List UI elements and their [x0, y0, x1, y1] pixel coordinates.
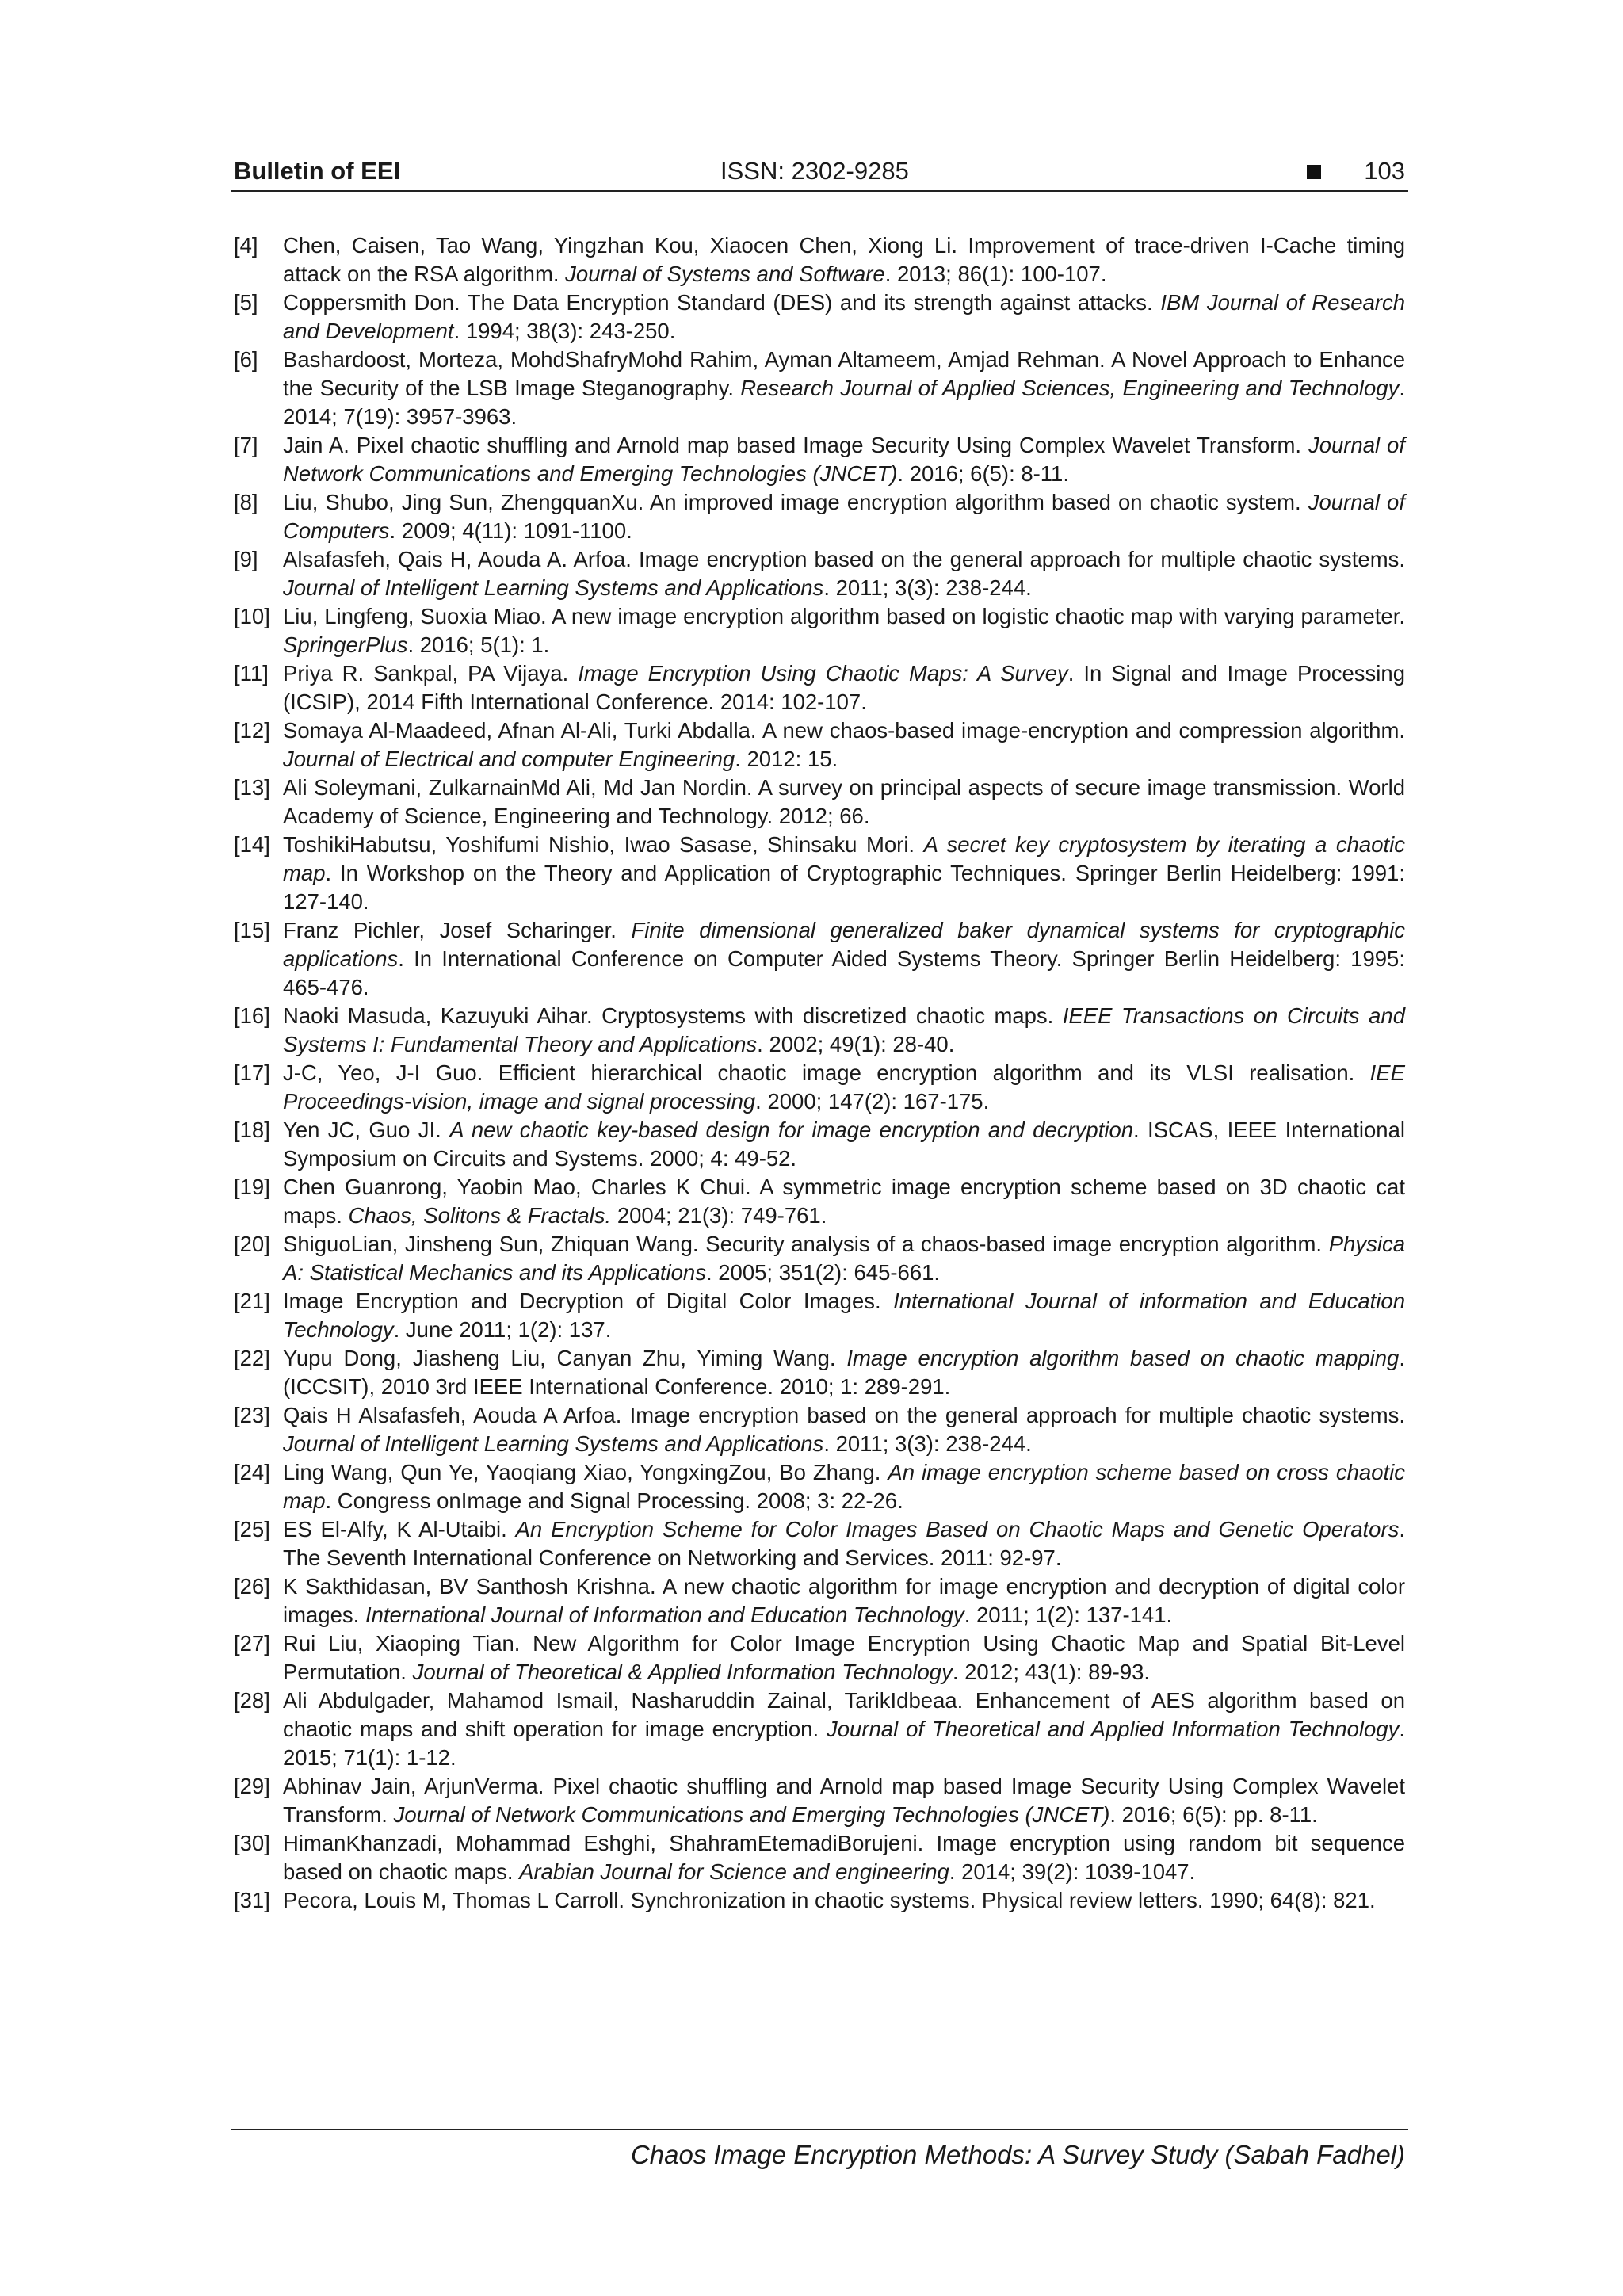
reference-text-run: . The Seventh International Conference on Networking and Services. 2011: 92-97.	[283, 1517, 1405, 1570]
reference-number: [30]	[234, 1831, 270, 1855]
reference-text	[283, 490, 1405, 543]
reference-item	[234, 716, 1405, 774]
reference-text	[283, 547, 1405, 600]
reference-text	[283, 918, 1405, 999]
reference-item	[234, 1230, 1405, 1287]
reference-number: [14]	[234, 832, 270, 857]
reference-number: [11]	[234, 661, 269, 686]
reference-text-run: HimanKhanzadi, Mohammad Eshghi, ShahramEtemadiBorujeni. Image encryption using random bit sequence based on chaotic maps.	[283, 1831, 1405, 1884]
reference-text	[283, 1346, 1405, 1399]
reference-source-italic: Journal of Theoretical & Applied Information Technology	[412, 1660, 953, 1684]
footer-title: Chaos Image Encryption Methods: A Survey Study (Sabah Fadhel)	[630, 2140, 1405, 2169]
reference-number: [10]	[234, 604, 270, 628]
reference-text-run: Chen, Caisen, Tao Wang, Yingzhan Kou, Xiaocen Chen, Xiong Li. Improvement of trace-driven I-Cache timing attack on the RSA algorithm.	[283, 233, 1405, 286]
reference-number: [4]	[234, 233, 258, 258]
reference-text-run: Alsafasfeh, Qais H, Aouda A. Arfoa. Image encryption based on the general approach for multiple chaotic systems.	[283, 547, 1405, 571]
reference-text-run: Image Encryption and Decryption of Digital Color Images.	[283, 1289, 894, 1313]
reference-number: [16]	[234, 1003, 270, 1028]
reference-text-run: Naoki Masuda, Kazuyuki Aihar. Cryptosystems with discretized chaotic maps.	[283, 1003, 1063, 1028]
reference-text-run: Abhinav Jain, ArjunVerma. Pixel chaotic shuffling and Arnold map based Image Security Using Complex Wavelet Transform.	[283, 1774, 1405, 1827]
reference-item	[234, 1772, 1405, 1829]
page-number: 103	[1364, 157, 1405, 185]
reference-number: [29]	[234, 1774, 270, 1798]
reference-text-run: Liu, Lingfeng, Suoxia Miao. A new image encryption algorithm based on logistic chaotic map with varying parameter.	[283, 604, 1405, 628]
reference-text	[283, 1831, 1405, 1884]
reference-text-run: Yupu Dong, Jiasheng Liu, Canyan Zhu, Yiming Wang.	[283, 1346, 847, 1370]
journal-name: Bulletin of EEI	[234, 157, 401, 185]
reference-text-run: ES El-Alfy, K Al-Utaibi.	[283, 1517, 516, 1541]
reference-number: [8]	[234, 490, 258, 514]
reference-text	[283, 1517, 1405, 1570]
reference-text-run: . 2000; 147(2): 167-175.	[755, 1089, 990, 1114]
reference-source-italic: Chaos, Solitons & Fractals.	[348, 1203, 612, 1228]
reference-source-italic: Journal of Network Communications and Emerging Technologies (JNCET)	[283, 433, 1405, 486]
reference-text	[283, 1888, 1376, 1912]
reference-text	[283, 1232, 1405, 1285]
reference-text	[283, 347, 1405, 429]
reference-item	[234, 545, 1405, 602]
reference-text-run: Bashardoost, Morteza, MohdShafryMohd Rahim, Ayman Altameem, Amjad Rehman. A Novel Approach to Enhance the Security of the LSB Image Steganography.	[283, 347, 1405, 400]
reference-item	[234, 1572, 1405, 1629]
reference-source-italic: Journal of Theoretical and Applied Information Technology	[827, 1717, 1400, 1741]
reference-text-run: . 2016; 6(5): 8-11.	[897, 461, 1069, 486]
reference-text	[283, 718, 1405, 771]
reference-text-run: K Sakthidasan, BV Santhosh Krishna. A new chaotic algorithm for image encryption and decryption of digital color images.	[283, 1574, 1405, 1627]
reference-number: [9]	[234, 547, 258, 571]
reference-item	[234, 488, 1405, 545]
reference-source-italic: International Journal of Information and Education Technology	[365, 1603, 964, 1627]
reference-source-italic: A new chaotic key-based design for image encryption and decryption	[449, 1117, 1134, 1142]
reference-text-run: Qais H Alsafasfeh, Aouda A Arfoa. Image encryption based on the general approach for multiple chaotic systems.	[283, 1403, 1405, 1427]
reference-item	[234, 1515, 1405, 1572]
reference-text	[283, 1688, 1405, 1770]
reference-source-italic: Journal of Intelligent Learning Systems and Applications	[283, 1431, 824, 1456]
reference-item	[234, 231, 1405, 288]
reference-number: [20]	[234, 1232, 270, 1256]
reference-source-italic: An Encryption Scheme for Color Images Based on Chaotic Maps and Genetic Operators	[515, 1517, 1400, 1541]
reference-number: [12]	[234, 718, 270, 743]
reference-text	[283, 604, 1405, 657]
reference-number: [23]	[234, 1403, 270, 1427]
reference-number: [5]	[234, 290, 258, 315]
reference-text	[283, 233, 1405, 286]
reference-number: [26]	[234, 1574, 270, 1599]
reference-number: [7]	[234, 433, 258, 457]
reference-text-run: Chen Guanrong, Yaobin Mao, Charles K Chui. A symmetric image encryption scheme based on 3D chaotic cat maps.	[283, 1175, 1405, 1228]
reference-source-italic: A secret key cryptosystem by iterating a chaotic map	[283, 832, 1405, 885]
reference-text-run: . In International Conference on Computer Aided Systems Theory. Springer Berlin Heidelberg: 1995: 465-476.	[283, 946, 1405, 999]
reference-item	[234, 1059, 1405, 1116]
reference-text	[283, 1631, 1405, 1684]
reference-number: [22]	[234, 1346, 270, 1370]
reference-text	[283, 1403, 1405, 1456]
reference-number: [21]	[234, 1289, 270, 1313]
reference-source-italic: Journal of Intelligent Learning Systems and Applications	[283, 575, 824, 600]
reference-text-run: . 2015; 71(1): 1-12.	[283, 1717, 1405, 1770]
reference-item	[234, 659, 1405, 716]
reference-text-run: Yen JC, Guo JI.	[283, 1117, 450, 1142]
reference-text-run: ToshikiHabutsu, Yoshifumi Nishio, Iwao Sasase, Shinsaku Mori.	[283, 832, 924, 857]
reference-source-italic: SpringerPlus	[283, 632, 408, 657]
reference-source-italic: An image encryption scheme based on cross chaotic map	[283, 1460, 1405, 1513]
reference-text-run: . 2016; 6(5): pp. 8-11.	[1109, 1802, 1318, 1827]
reference-number: [15]	[234, 918, 270, 942]
reference-text-run: . 2005; 351(2): 645-661.	[705, 1260, 941, 1285]
reference-text-run: Pecora, Louis M, Thomas L Carroll. Synchronization in chaotic systems. Physical review letters. 1990; 64(8): 821.	[283, 1888, 1376, 1912]
reference-text-run: Ali Soleymani, ZulkarnainMd Ali, Md Jan Nordin. A survey on principal aspects of secure image transmission. World Academy of Science, Engineering and Technology. 2012; 66.	[283, 775, 1405, 828]
reference-source-italic: Physica A: Statistical Mechanics and its Applications	[283, 1232, 1405, 1285]
reference-source-italic: Journal of Computers	[283, 490, 1405, 543]
reference-text-run: . 2014; 39(2): 1039-1047.	[949, 1859, 1196, 1884]
reference-text	[283, 1175, 1405, 1228]
reference-number: [25]	[234, 1517, 270, 1541]
reference-text	[283, 1774, 1405, 1827]
reference-number: [24]	[234, 1460, 270, 1484]
reference-source-italic: Image Encryption Using Chaotic Maps: A Survey	[578, 661, 1068, 686]
reference-text-run: Rui Liu, Xiaoping Tian. New Algorithm for Color Image Encryption Using Chaotic Map and Spatial Bit-Level Permutation.	[283, 1631, 1405, 1684]
reference-number: [17]	[234, 1060, 270, 1085]
reference-source-italic: Finite dimensional generalized baker dynamical systems for cryptographic applications	[283, 918, 1405, 971]
reference-text	[283, 661, 1405, 714]
reference-text-run: Priya R. Sankpal, PA Vijaya.	[283, 661, 579, 686]
reference-text-run: . 2002; 49(1): 28-40.	[757, 1032, 955, 1056]
reference-text-run: Liu, Shubo, Jing Sun, ZhengquanXu. An improved image encryption algorithm based on chaotic system.	[283, 490, 1308, 514]
reference-text-run: . 2011; 3(3): 238-244.	[823, 1431, 1032, 1456]
reference-text-run: . (ICCSIT), 2010 3rd IEEE International Conference. 2010; 1: 289-291.	[283, 1346, 1405, 1399]
reference-item	[234, 1829, 1405, 1886]
reference-text-run: . June 2011; 1(2): 137.	[393, 1317, 612, 1342]
reference-source-italic: Journal of Systems and Software	[565, 262, 885, 286]
reference-text-run: . In Workshop on the Theory and Application of Cryptographic Techniques. Springer Berlin Heidelberg: 1991: 127-140.	[283, 861, 1405, 914]
reference-source-italic: Research Journal of Applied Sciences, Engineering and Technology	[740, 376, 1400, 400]
reference-number: [6]	[234, 347, 258, 372]
reference-item	[234, 346, 1405, 431]
reference-source-italic: IEE Proceedings-vision, image and signal processing	[283, 1060, 1405, 1114]
reference-text-run: . 2012: 15.	[735, 747, 838, 771]
reference-text-run: . 2013; 86(1): 100-107.	[884, 262, 1107, 286]
square-bullet-icon	[1307, 165, 1321, 179]
reference-text-run: . In Signal and Image Processing (ICSIP), 2014 Fifth International Conference. 2014: 102-107.	[283, 661, 1405, 714]
reference-text-run: . Congress onImage and Signal Processing. 2008; 3: 22-26.	[325, 1488, 903, 1513]
reference-item	[234, 774, 1405, 831]
reference-text	[283, 1574, 1405, 1627]
reference-item	[234, 1173, 1405, 1230]
reference-item	[234, 1116, 1405, 1173]
reference-source-italic: International Journal of information and Education Technology	[283, 1289, 1406, 1342]
reference-text-run: . 1994; 38(3): 243-250.	[453, 319, 676, 343]
reference-text	[283, 775, 1405, 828]
reference-text-run: Somaya Al-Maadeed, Afnan Al-Ali, Turki Abdalla. A new chaos-based image-encryption and compression algorithm.	[283, 718, 1405, 743]
reference-text-run: . 2011; 1(2): 137-141.	[964, 1603, 1173, 1627]
page-header	[231, 155, 1408, 192]
reference-source-italic: Journal of Network Communications and Emerging Technologies (JNCET)	[393, 1802, 1110, 1827]
reference-number: [28]	[234, 1688, 270, 1713]
reference-text-run: . 2016; 5(1): 1.	[407, 632, 550, 657]
reference-text-run: Jain A. Pixel chaotic shuffling and Arnold map based Image Security Using Complex Wavelet Transform.	[283, 433, 1308, 457]
reference-item	[234, 431, 1405, 488]
reference-item	[234, 1002, 1405, 1059]
reference-item	[234, 1886, 1405, 1915]
reference-number: [18]	[234, 1117, 270, 1142]
issn-label: ISSN: 2302-9285	[720, 157, 909, 185]
reference-text	[283, 1460, 1405, 1513]
reference-text-run: Ali Abdulgader, Mahamod Ismail, Nasharuddin Zainal, TarikIdbeaa. Enhancement of AES algorithm based on chaotic maps and shift operation for image encryption.	[283, 1688, 1405, 1741]
reference-item	[234, 1344, 1405, 1401]
reference-item	[234, 1401, 1405, 1458]
reference-text	[283, 290, 1405, 343]
reference-text-run: Ling Wang, Qun Ye, Yaoqiang Xiao, YongxingZou, Bo Zhang.	[283, 1460, 888, 1484]
reference-text-run: . ISCAS, IEEE International Symposium on Circuits and Systems. 2000; 4: 49-52.	[283, 1117, 1405, 1171]
reference-text	[283, 832, 1405, 914]
reference-text	[283, 1060, 1405, 1114]
page-footer	[231, 2129, 1408, 2169]
reference-text	[283, 1117, 1405, 1171]
reference-text-run: Franz Pichler, Josef Scharinger.	[283, 918, 632, 942]
reference-text-run: J-C, Yeo, J-I Guo. Efficient hierarchical chaotic image encryption algorithm and its VLSI realisation.	[283, 1060, 1370, 1085]
reference-text	[283, 433, 1405, 486]
reference-item	[234, 1687, 1405, 1772]
reference-text-run: Coppersmith Don. The Data Encryption Standard (DES) and its strength against attacks.	[283, 290, 1161, 315]
reference-source-italic: Journal of Electrical and computer Engineering	[283, 747, 735, 771]
reference-source-italic: IBM Journal of Research and Development	[283, 290, 1406, 343]
reference-text-run: . 2012; 43(1): 89-93.	[952, 1660, 1151, 1684]
reference-source-italic: IEEE Transactions on Circuits and Systems I: Fundamental Theory and Applications	[283, 1003, 1405, 1056]
reference-text-run: ShiguoLian, Jinsheng Sun, Zhiquan Wang. Security analysis of a chaos-based image encryption algorithm.	[283, 1232, 1329, 1256]
reference-text-run: 2004; 21(3): 749-761.	[611, 1203, 827, 1228]
reference-item	[234, 602, 1405, 659]
reference-text	[283, 1003, 1405, 1056]
reference-number: [27]	[234, 1631, 270, 1656]
reference-text-run: . 2011; 3(3): 238-244.	[823, 575, 1032, 600]
reference-source-italic: Arabian Journal for Science and engineering	[519, 1859, 949, 1884]
reference-item	[234, 916, 1405, 1002]
reference-item	[234, 288, 1405, 346]
reference-source-italic: Image encryption algorithm based on chaotic mapping	[846, 1346, 1400, 1370]
reference-item	[234, 1629, 1405, 1687]
reference-text-run: . 2009; 4(11): 1091-1100.	[389, 518, 632, 543]
reference-text	[283, 1289, 1405, 1342]
reference-number: [19]	[234, 1175, 270, 1199]
reference-number: [13]	[234, 775, 270, 800]
reference-item	[234, 1287, 1405, 1344]
reference-number: [31]	[234, 1888, 270, 1912]
reference-item	[234, 1458, 1405, 1515]
reference-list	[234, 231, 1405, 1915]
reference-item	[234, 831, 1405, 916]
reference-text-run: . 2014; 7(19): 3957-3963.	[283, 376, 1405, 429]
